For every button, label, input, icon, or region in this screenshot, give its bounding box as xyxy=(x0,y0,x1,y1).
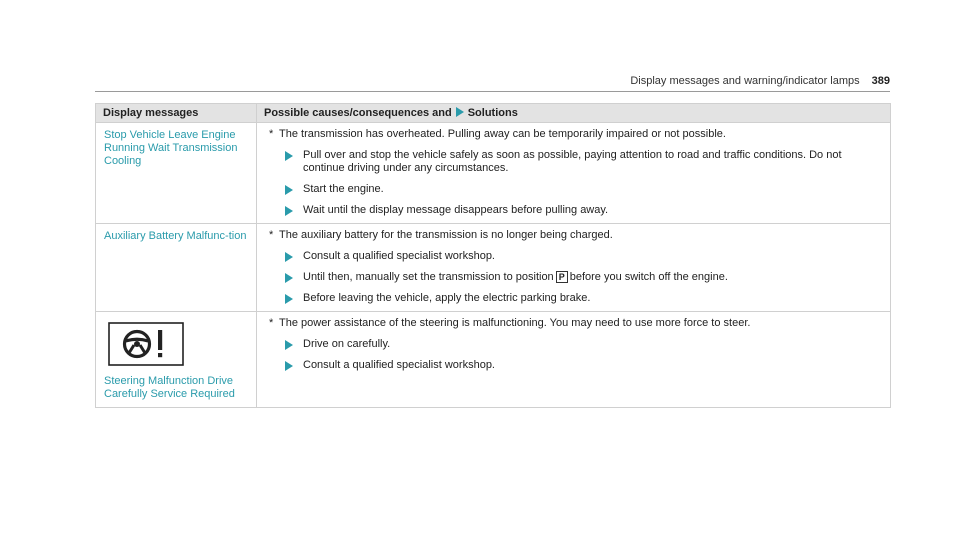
col-header-suffix: Solutions xyxy=(467,107,518,119)
col-header-prefix: Possible causes/consequences and xyxy=(264,107,452,119)
step-text-cont: before you switch off the engine. xyxy=(569,271,728,283)
running-head: Display messages and warning/indicator lamps xyxy=(630,75,860,87)
solution-cell xyxy=(257,224,891,312)
message-text: Stop Vehicle Leave Engine Running Wait Transmission Cooling xyxy=(104,129,238,167)
table-header-row xyxy=(96,104,891,123)
col-header-display-messages: Display messages xyxy=(96,104,257,123)
solution-step xyxy=(257,284,890,305)
solution-cell xyxy=(257,312,891,408)
solution-arrow-icon xyxy=(285,294,293,304)
cause xyxy=(257,312,890,330)
solution-step xyxy=(257,175,890,196)
asterisk: * xyxy=(269,128,274,140)
message-cell xyxy=(96,312,257,408)
solution-arrow-icon xyxy=(456,107,464,117)
step-text: Consult a qualified specialist workshop. xyxy=(303,250,495,262)
solution-step xyxy=(257,242,890,263)
message-cell xyxy=(96,224,257,312)
solution-step xyxy=(257,330,890,351)
gear-p-symbol: P xyxy=(556,271,568,283)
solution-step xyxy=(257,351,890,372)
solution-arrow-icon xyxy=(285,151,293,161)
asterisk: * xyxy=(269,229,274,241)
solution-step xyxy=(257,263,890,284)
page-header xyxy=(95,71,890,92)
table-row xyxy=(96,123,891,224)
display-messages-table xyxy=(95,103,891,408)
table-row xyxy=(96,224,891,312)
solution-step xyxy=(257,141,890,175)
icon-wrap xyxy=(96,312,256,369)
step-text: Drive on carefully. xyxy=(303,338,391,350)
solution-arrow-icon xyxy=(285,361,293,371)
message-cell xyxy=(96,123,257,224)
steering-warning-icon xyxy=(108,322,184,366)
step-text: Until then, manually set the transmission to position xyxy=(303,271,554,283)
asterisk: * xyxy=(269,317,274,329)
solution-arrow-icon xyxy=(285,340,293,350)
cause xyxy=(257,224,890,242)
message-text: Steering Malfunction Drive Carefully Service Required xyxy=(104,375,235,400)
cause-text: The auxiliary battery for the transmission is no longer being charged. xyxy=(279,229,613,241)
cause-text: The transmission has overheated. Pulling away can be temporarily impaired or not possible. xyxy=(279,128,726,140)
step-text: Start the engine. xyxy=(303,183,384,195)
solution-arrow-icon xyxy=(285,185,293,195)
solution-arrow-icon xyxy=(285,273,293,283)
solution-arrow-icon xyxy=(285,252,293,262)
col-header-causes-solutions xyxy=(257,104,891,123)
step-text: Consult a qualified specialist workshop. xyxy=(303,359,495,371)
cause-text: The power assistance of the steering is malfunctioning. You may need to use more force to steer. xyxy=(279,317,751,329)
step-text: Before leaving the vehicle, apply the electric parking brake. xyxy=(303,292,591,304)
page-number: 389 xyxy=(871,75,890,87)
solution-step xyxy=(257,196,890,217)
solution-cell xyxy=(257,123,891,224)
step-text: Wait until the display message disappears before pulling away. xyxy=(303,204,609,216)
message-text: Auxiliary Battery Malfunc-tion xyxy=(104,230,247,242)
table-row xyxy=(96,312,891,408)
step-text: Pull over and stop the vehicle safely as soon as possible, paying attention to road and traffic conditions. Do not continue driving under any circumstances. xyxy=(303,149,842,174)
solution-arrow-icon xyxy=(285,206,293,216)
cause xyxy=(257,123,890,141)
